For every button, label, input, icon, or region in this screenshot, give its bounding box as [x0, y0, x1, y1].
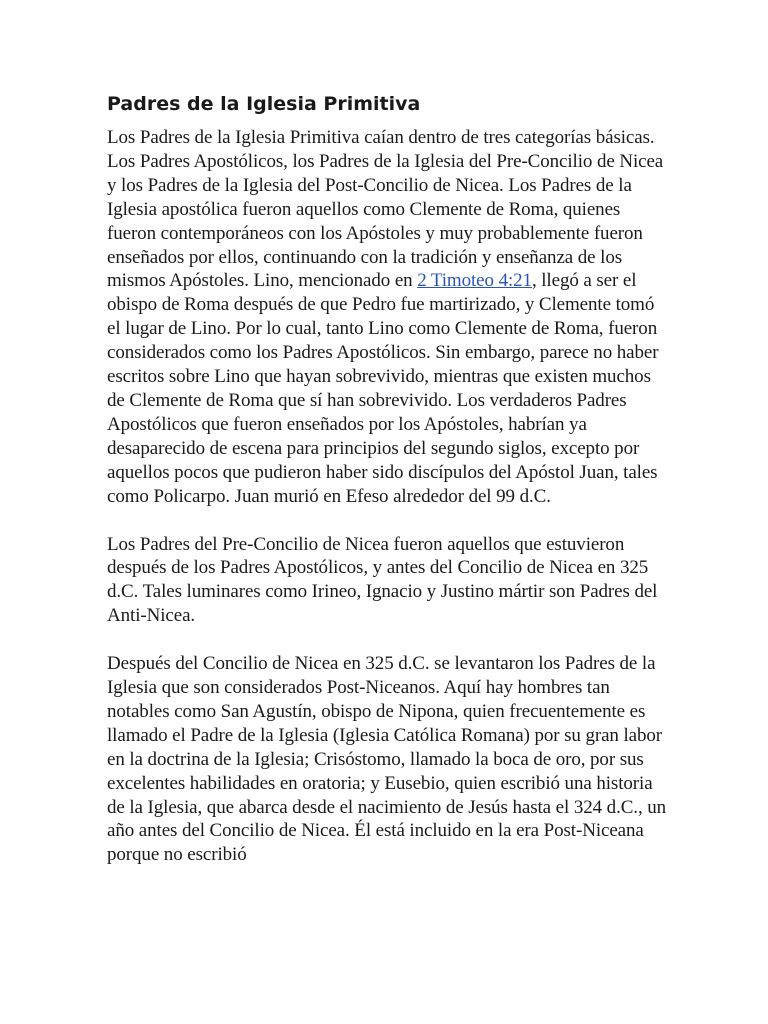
paragraph-post-nicene-fathers: Después del Concilio de Nicea en 325 d.C. se levantaron los Padres de la Iglesia que son considerados Post-Niceanos. Aquí hay hombres tan notables como San Agustín, obispo de Nipona, quien frecuentemente es llamado el Padre de la Iglesia (Iglesia Católica Romana) por su gran labor en la doctrina de la Iglesia; Crisóstomo, llamado la boca de oro, por sus excelentes habilidades en oratoria; y Eusebio, quien escribió una historia de la Iglesia, que abarca desde el nacimiento de Jesús hasta el 324 d.C., un año antes del Concilio de Nicea. Él está incluido en la era Post-Niceana porque no escribió	[107, 653, 667, 866]
paragraph-apostolic-fathers	[107, 126, 667, 509]
scripture-link-2-timoteo[interactable]: 2 Timoteo 4:21	[417, 270, 532, 292]
paragraph-pre-nicene-fathers: Los Padres del Pre-Concilio de Nicea fueron aquellos que estuvieron después de los Padres Apostólicos, y antes del Concilio de Nicea en 325 d.C. Tales luminares como Irineo, Ignacio y Justino mártir son Padres del Anti-Nicea.	[107, 533, 658, 627]
paragraph-text: Los Padres de la Iglesia Primitiva caían dentro de tres categorías básicas. Los Padres Apostólicos, los Padres de la Iglesia del Pre-Concilio de Nicea y los Padres de la Iglesia del Post-Concilio de Nicea. Los Padres de la Iglesia apostólica fueron aquellos como Clemente de Roma, quienes fueron contemporáneos con los Apóstoles y muy probablemente fueron enseñados por ellos, continuando con la tradición y enseñanza de los mismos Apóstoles. Lino, mencionado en	[107, 127, 664, 292]
paragraph-text: , llegó a ser el obispo de Roma después de que Pedro fue martirizado, y Clemente tomó el lugar de Lino. Por lo cual, tanto Lino como Clemente de Roma, fueron considerados como los Padres Apostólicos. Sin embargo, parece no haber escritos sobre Lino que hayan sobrevivido, mientras que existen muchos de Clemente de Roma que sí han sobrevivido. Los verdaderos Padres Apostólicos que fueron enseñados por los Apóstoles, habrían ya desaparecido de escena para principios del segundo siglos, excepto por aquellos pocos que pudieron haber sido discípulos del Apóstol Juan, tales como Policarpo. Juan murió en Efeso alrededor del 99 d.C.	[107, 270, 659, 507]
document-page	[107, 92, 667, 891]
page-title: Padres de la Iglesia Primitiva	[107, 93, 421, 115]
